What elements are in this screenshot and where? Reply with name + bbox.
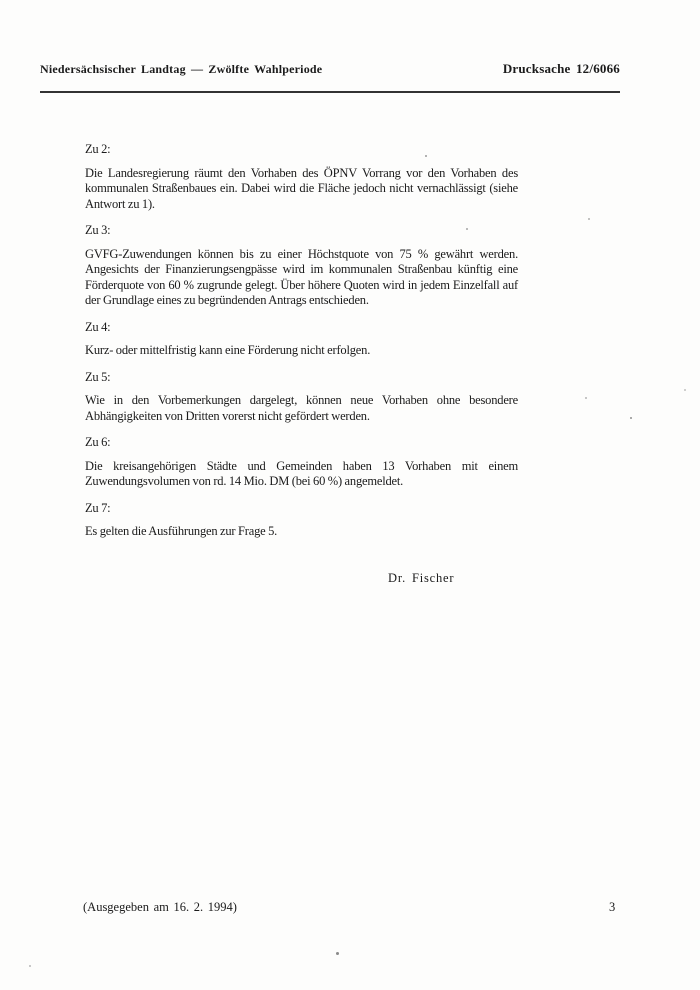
scan-speck	[336, 952, 339, 955]
footer-issued-date: (Ausgegeben am 16. 2. 1994)	[83, 900, 237, 914]
scan-speck	[466, 228, 468, 230]
section-label-zu-5: Zu 5:	[85, 369, 111, 384]
section-label-zu-3: Zu 3:	[85, 223, 111, 237]
scan-speck	[684, 389, 686, 391]
document-body	[85, 142, 518, 551]
section-label-zu-6: Zu 6:	[85, 435, 111, 449]
scan-speck	[588, 218, 590, 220]
signature-name: Dr. Fischer	[388, 571, 455, 585]
header-rule	[40, 91, 620, 93]
section-paragraph-zu-5: Wie in den Vorbemerkungen dargelegt, können neue Vorhaben ohne besondere Abhängigkeiten von Dritten vorerst nicht gefördert werden.	[85, 393, 518, 423]
header-drucksache-number: Drucksache 12/6066	[502, 61, 620, 76]
section-paragraph-zu-2: Die Landesregierung räumt den Vorhaben des ÖPNV Vorrang vor den Vorhaben des kommunalen Straßenbaues ein. Dabei wird die Fläche jedoch nicht vernachlässigt (siehe Antwort zu 1).	[85, 165, 518, 211]
scan-speck	[425, 155, 427, 157]
header-parliament-title: Niedersächsischer Landtag — Zwölfte Wahlperiode	[40, 62, 323, 76]
section-label-zu-2: Zu 2:	[85, 142, 111, 156]
page-number: 3	[609, 900, 616, 914]
section-paragraph-zu-6: Die kreisangehörigen Städte und Gemeinden haben 13 Vorhaben mit einem Zuwendungsvolumen von rd. 14 Mio. DM (bei 60 %) angemeldet.	[85, 458, 518, 488]
section-paragraph-zu-7: Es gelten die Ausführungen zur Frage 5.	[85, 524, 278, 538]
scan-speck	[630, 417, 632, 419]
section-label-zu-7: Zu 7:	[85, 500, 111, 515]
section-label-zu-4: Zu 4:	[85, 319, 111, 334]
scan-speck	[29, 965, 31, 967]
section-paragraph-zu-4: Kurz- oder mittelfristig kann eine Förderung nicht erfolgen.	[85, 343, 371, 357]
section-paragraph-zu-3: GVFG-Zuwendungen können bis zu einer Höchstquote von 75 % gewährt werden. Angesichts der Finanzierungsengpässe wird im kommunalen Straßenbau künftig eine Förderquote von 60 % zugrunde gelegt. Über höhere Quoten wird in jedem Einzelfall auf der Grundlage eines zu begründenden Antrags entschieden.	[85, 246, 518, 307]
scan-speck	[585, 397, 587, 399]
